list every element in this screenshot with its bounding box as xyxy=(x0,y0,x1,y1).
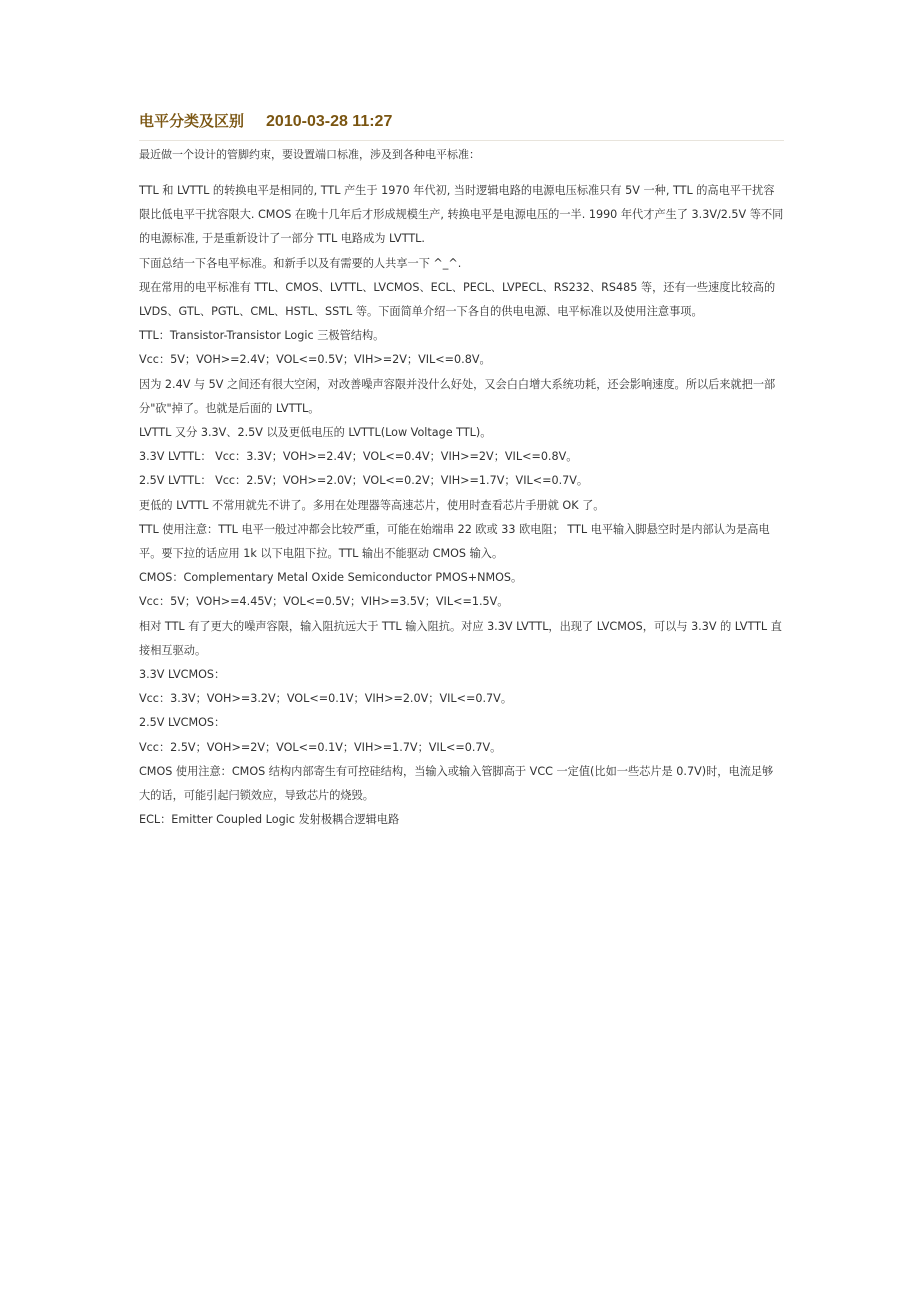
paragraph: Vcc：5V；VOH>=4.45V；VOL<=0.5V；VIH>=3.5V；VIL<=1.5V。 xyxy=(139,595,509,609)
paragraph: TTL 和 LVTTL 的转换电平是相同的, TTL 产生于 1970 年代初, 当时逻辑电路的电源电压标准只有 5V 一种, TTL 的高电平干扰容限比低电平干扰容限大. CMOS 在晚十几年后才形成规模生产, 转换电平是电源电压的一半. 1990 年代才产生了 3.3V/2.5V 等不同的电源标准, 于是重新设计了一部分 TTL 电路成为 LVTTL. xyxy=(139,184,784,246)
article-date: 2010-03-28 11:27 xyxy=(266,113,393,130)
paragraph: 2.5V LVCMOS： xyxy=(139,716,226,730)
paragraph: 3.3V LVTTL： Vcc：3.3V；VOH>=2.4V；VOL<=0.4V；VIH>=2V；VIL<=0.8V。 xyxy=(139,450,578,464)
article-title: 电平分类及区别 xyxy=(139,112,245,130)
paragraph: 现在常用的电平标准有 TTL、CMOS、LVTTL、LVCMOS、ECL、PECL、LVPECL、RS232、RS485 等，还有一些速度比较高的 LVDS、GTL、PGTL、CML、HSTL、SSTL 等。下面简单介绍一下各自的供电电源、电平标准以及使用注意事项。 xyxy=(139,280,776,319)
article xyxy=(139,110,784,832)
paragraph: Vcc：5V；VOH>=2.4V；VOL<=0.5V；VIH>=2V；VIL<=0.8V。 xyxy=(139,353,491,367)
paragraph: 因为 2.4V 与 5V 之间还有很大空闲，对改善噪声容限并没什么好处，又会白白增大系统功耗，还会影响速度。所以后来就把一部分"砍"掉了。也就是后面的 LVTTL。 xyxy=(139,377,776,415)
paragraph: 3.3V LVCMOS： xyxy=(139,668,226,682)
paragraph: Vcc：2.5V；VOH>=2V；VOL<=0.1V；VIH>=1.7V；VIL<=0.7V。 xyxy=(139,740,502,754)
paragraph: 2.5V LVTTL： Vcc：2.5V；VOH>=2.0V；VOL<=0.2V；VIH>=1.7V；VIL<=0.7V。 xyxy=(139,474,589,488)
paragraph: CMOS：Complementary Metal Oxide Semiconductor PMOS+NMOS。 xyxy=(139,571,523,585)
paragraph: Vcc：3.3V；VOH>=3.2V；VOL<=0.1V；VIH>=2.0V；VIL<=0.7V。 xyxy=(139,692,513,706)
title-divider xyxy=(139,140,784,141)
paragraph: TTL 使用注意：TTL 电平一般过冲都会比较严重，可能在始端串 22 欧或 33 欧电阻； TTL 电平输入脚悬空时是内部认为是高电平。要下拉的话应用 1k 以下电阻下拉。TTL 输出不能驱动 CMOS 输入。 xyxy=(139,522,770,561)
paragraph: CMOS 使用注意：CMOS 结构内部寄生有可控硅结构，当输入或输入管脚高于 VCC 一定值(比如一些芯片是 0.7V)时，电流足够大的话，可能引起闩锁效应，导致芯片的烧毁。 xyxy=(139,764,774,803)
paragraph: 下面总结一下各电平标准。和新手以及有需要的人共享一下 ^_^. xyxy=(139,256,462,270)
paragraph: LVTTL 又分 3.3V、2.5V 以及更低电压的 LVTTL(Low Voltage TTL)。 xyxy=(139,426,492,440)
article-intro: 最近做一个设计的管脚约束，要设置端口标准，涉及到各种电平标准： xyxy=(139,148,480,161)
article-header xyxy=(139,110,784,138)
paragraph: TTL：Transistor-Transistor Logic 三极管结构。 xyxy=(139,329,385,343)
paragraph: 更低的 LVTTL 不常用就先不讲了。多用在处理器等高速芯片，使用时查看芯片手册就 OK 了。 xyxy=(139,498,605,512)
article-body xyxy=(139,179,784,832)
paragraph: 相对 TTL 有了更大的噪声容限，输入阻抗远大于 TTL 输入阻抗。对应 3.3V LVTTL，出现了 LVCMOS，可以与 3.3V 的 LVTTL 直接相互驱动。 xyxy=(139,619,782,657)
paragraph: ECL：Emitter Coupled Logic 发射极耦合逻辑电路 xyxy=(139,813,400,827)
